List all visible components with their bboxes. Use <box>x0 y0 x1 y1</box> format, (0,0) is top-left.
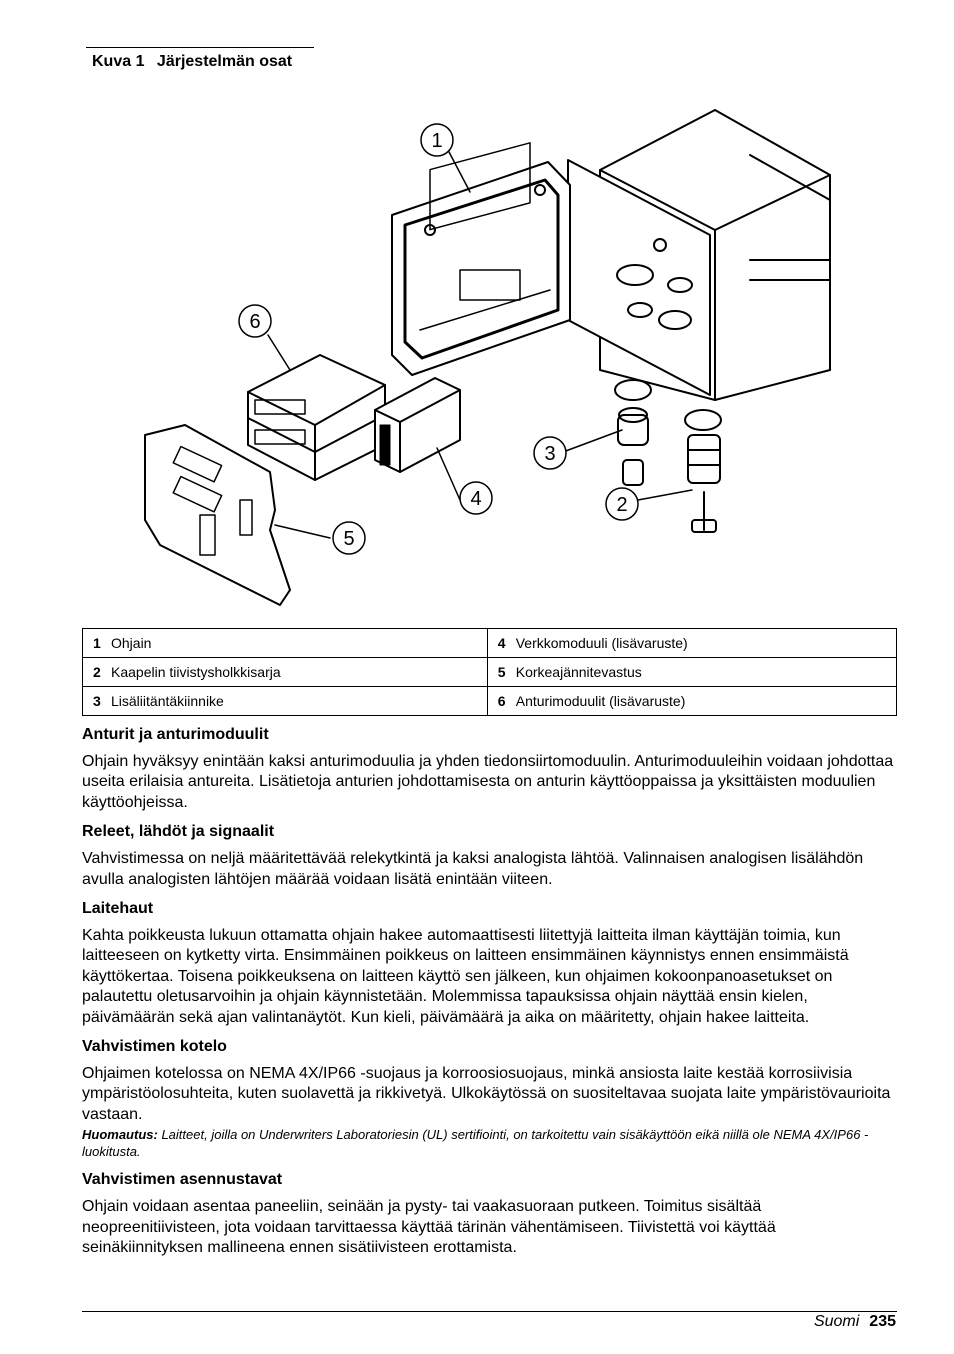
legend-cell: 6 Anturimoduulit (lisävaruste) <box>487 687 896 716</box>
sensor-modules <box>248 355 385 480</box>
section-paragraph: Ohjain voidaan asentaa paneeliin, seinään ja pysty- tai vaakasuoraan putkeen. Toimitus sisältää neopreenitiivisteen, jota voidaan tarvittaessa käyttää tärinän vähentämiseen. Tiivistettä voi käyttää seinäkiinnityksen mallineena ennen sisätiivisteen erottamista. <box>82 1198 776 1257</box>
legend-row <box>83 687 897 716</box>
callout-3-label: 3 <box>544 443 556 465</box>
legend-cell: 4 Verkkomoduuli (lisävaruste) <box>487 629 896 658</box>
legend-cell: 1 Ohjain <box>83 629 488 658</box>
page-number: 235 <box>869 1313 896 1330</box>
legend-cell: 5 Korkeajännitevastus <box>487 658 896 687</box>
section-heading: Releet, lähdöt ja signaalit <box>82 823 275 841</box>
network-module <box>375 378 460 472</box>
footer <box>814 1313 896 1331</box>
figure-rule <box>86 47 314 48</box>
section-paragraph: Ohjaimen kotelossa on NEMA 4X/IP66 -suojaus ja korroosiosuojaus, minkä ansiosta laite kestää korrosiivisia ympäristöolosuhteita, kuten suolavettä ja rikkivetyä. Ulkokäytössä on suositeltavaa suojata laite ympäristövaurioita vastaan. <box>82 1065 891 1123</box>
section-paragraph: Vahvistimessa on neljä määritettävää relekytkintä ja kaksi analogista lähtöä. Valinnaisen analogisen lisälähdön avulla analogisten lähtöjen määrää voidaan lisätä enintään viiteen. <box>82 850 864 888</box>
section-heading: Vahvistimen asennustavat <box>82 1171 283 1189</box>
section-heading: Vahvistimen kotelo <box>82 1038 227 1056</box>
section-paragraph: Ohjain hyväksyy enintään kaksi anturimoduulia ja yhden tiedonsiirtomoduulin. Anturimoduuleihin voidaan johdottaa useita erilaisia antureita. Lisätietoja anturien johdottamisesta on anturin käyttöoppaissa ja yksittäisten moduulien käyttöohjeissa. <box>82 753 894 811</box>
figure-title: Järjestelmän osat <box>156 53 293 70</box>
section-paragraph: Kahta poikkeusta lukuun ottamatta ohjain hakee automaattisesti liitettyjä laitteita ilman käyttäjän toimia, kun laitteeseen on kytketty virta. Ensimmäinen poikkeus on laitteen ensimmäinen käynnistys ennen ensimmäistä käyttökertaa. Toisena poikkeuksena on laitteen käyttö sen jälkeen, kun ohjaimen kokoonpanoasetukset on palautettu oletusarvoihin ja ohjain käynnistetään. Molemmissa tapauksissa ohjain näyttää ensin kielen, päivämäärän sekä ajan valintanäytöt. Kun kieli, päivämäärä ja aika on määritetty, ohjain hakee laitteita. <box>82 927 849 1026</box>
note <box>82 1126 897 1160</box>
callout-5-label: 5 <box>343 528 355 550</box>
front-door <box>392 143 570 375</box>
footer-language: Suomi <box>813 1313 860 1330</box>
section-heading: Laitehaut <box>82 900 154 918</box>
callout-1-label: 1 <box>431 130 443 152</box>
section-heading: Anturit ja anturimoduulit <box>82 726 269 743</box>
note-label: Huomautus: <box>82 1127 158 1143</box>
figure-caption <box>92 53 292 71</box>
callout-2-label: 2 <box>616 494 628 516</box>
legend-row <box>83 629 897 658</box>
callout-6-label: 6 <box>249 311 261 333</box>
legend-cell: 3 Lisäliitäntäkiinnike <box>83 687 488 716</box>
callout-4-label: 4 <box>470 488 482 510</box>
note-text: Laitteet, joilla on Underwriters Laboratoriesin (UL) sertifiointi, on tarkoitettu vain sisäkäyttöön eikä niillä ole NEMA 4X/IP66 -luokitusta. <box>82 1127 869 1160</box>
figure-number: Kuva 1 <box>92 53 145 70</box>
system-components-drawing <box>130 100 850 610</box>
footer-rule <box>82 1311 897 1312</box>
legend-cell: 2 Kaapelin tiivistysholkkisarja <box>83 658 488 687</box>
body-content <box>82 723 897 1268</box>
legend-row <box>83 658 897 687</box>
legend-table <box>82 628 897 716</box>
